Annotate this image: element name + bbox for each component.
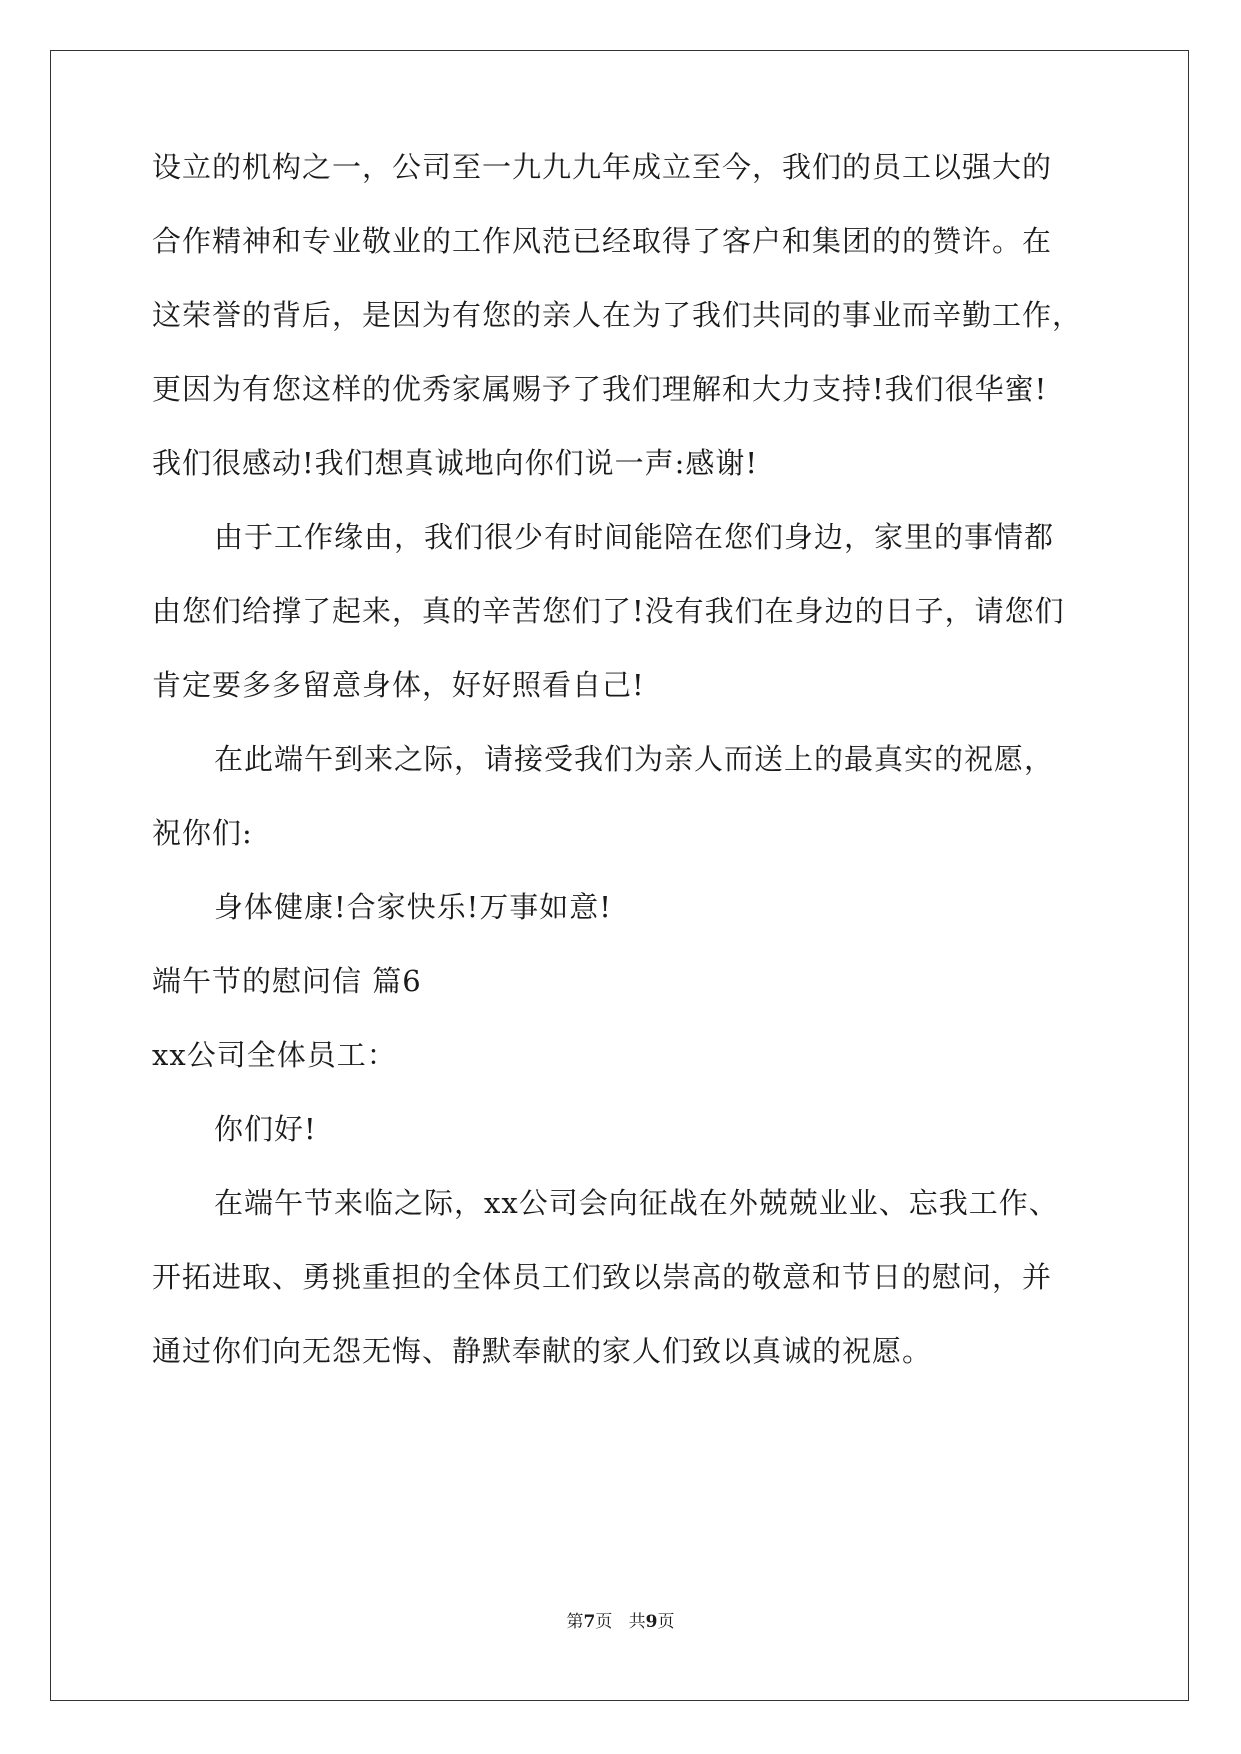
body-line-10: 祝你们: [152,816,253,850]
total-prefix: 共 [628,1612,646,1632]
page-footer [0,1610,1241,1634]
total-suffix: 页 [657,1612,675,1632]
body-line-1: 设立的机构之一，公司至一九九九年成立至今，我们的员工以强大的 [152,150,1053,184]
page-suffix: 页 [595,1612,613,1632]
body-line-4: 更因为有您这样的优秀家属赐予了我们理解和大力支持!我们很华蜜! [152,372,1048,406]
body-line-7: 由您们给撑了起来，真的辛苦您们了!没有我们在身边的日子，请您们 [152,594,1065,628]
body-line-15: 在端午节来临之际，xx公司会向征战在外兢兢业业、忘我工作、 [214,1186,1059,1220]
body-line-17: 通过你们向无怨无悔、静默奉献的家人们致以真诚的祝愿。 [152,1334,933,1368]
page-prefix: 第 [566,1612,584,1632]
page-number: 7 [583,1612,596,1632]
section-heading: 端午节的慰问信 篇6 [152,964,422,998]
body-line-2: 合作精神和专业敬业的工作风范已经取得了客户和集团的的赞许。在 [152,224,1053,258]
body-line-3: 这荣誉的背后，是因为有您的亲人在为了我们共同的事业而辛勤工作， [152,298,1083,332]
body-line-11: 身体健康!合家快乐!万事如意! [214,890,612,924]
body-line-8: 肯定要多多留意身体，好好照看自己! [152,668,645,702]
body-line-9: 在此端午到来之际，请接受我们为亲人而送上的最真实的祝愿， [214,742,1055,776]
body-line-16: 开拓进取、勇挑重担的全体员工们致以崇高的敬意和节日的慰问，并 [152,1260,1053,1294]
body-line-6: 由于工作缘由，我们很少有时间能陪在您们身边，家里的事情都 [214,520,1055,554]
greeting: 你们好! [214,1112,317,1146]
salutation: xx公司全体员工： [152,1038,397,1072]
body-line-5: 我们很感动!我们想真诚地向你们说一声:感谢! [152,446,759,480]
total-pages: 9 [645,1612,658,1632]
